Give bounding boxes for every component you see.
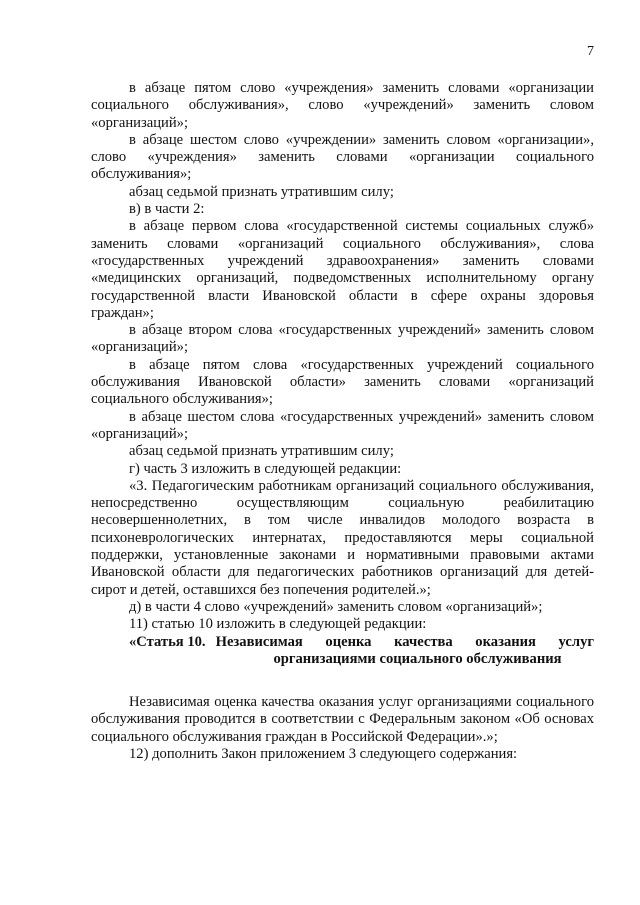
paragraph: Независимая оценка качества оказания услуг организациями социального обслуживания проводится в соответствии с Федеральным законом «Об основах социального обслуживания граждан в Российской Федерации».»; [91, 694, 594, 745]
paragraph: 12) дополнить Закон приложением 3 следующего содержания: [129, 745, 518, 762]
paragraph: в абзаце первом слова «государственной системы социальных служб» заменить словами «организаций социального обслуживания», слова «государственных учреждений здравоохранения» заменить словами «медицинских организаций, подведомственных исполнительному органу государственной власти Ивановской области в сфере охраны здоровья граждан»; [91, 218, 594, 321]
paragraph: в абзаце шестом слово «учреждении» заменить словом «организации», слово «учреждения» заменить словами «организации социального обслуживания»; [91, 131, 594, 183]
paragraph: в абзаце втором слова «государственных учреждений» заменить словом «организаций»; [91, 322, 594, 356]
paragraph: 11) статью 10 изложить в следующей редакции: [129, 616, 427, 633]
spacer [91, 668, 594, 694]
paragraph: абзац седьмой признать утратившим силу; [129, 443, 394, 460]
document-body [91, 80, 594, 763]
paragraph: д) в части 4 слово «учреждений» заменить словом «организаций»; [129, 598, 543, 615]
paragraph: в абзаце пятом слово «учреждения» заменить словами «организации социального обслуживания», слово «учреждений» заменить словом «организаций»; [91, 80, 594, 131]
paragraph: г) часть 3 изложить в следующей редакции: [129, 460, 402, 477]
article-title-line1: Независимая оценка качества оказания услуг [215, 633, 594, 650]
page-number: 7 [587, 44, 594, 59]
paragraph: «3. Педагогическим работникам организаций социального обслуживания, непосредственно осуществляющим социальную реабилитацию несовершеннолетних, в том числе инвалидов молодого возраста в психоневрологических интернатах, предоставляются меры социальной поддержки, установленные законами и нормативными правовыми актами Ивановской области для педагогических работников организаций для детей-сирот и детей, оставшихся без попечения родителей.»; [91, 477, 594, 598]
paragraph: в абзаце шестом слова «государственных учреждений» заменить словом «организаций»; [91, 408, 594, 442]
article-title-line2: организациями социального обслуживания [273, 650, 562, 667]
article-label: «Статья 10. [129, 633, 206, 650]
paragraph: абзац седьмой признать утратившим силу; [129, 183, 394, 200]
article-heading [91, 634, 594, 651]
paragraph: в) в части 2: [129, 201, 205, 218]
paragraph: в абзаце пятом слова «государственных учреждений социального обслуживания Ивановской области» заменить словами «организаций социального обслуживания»; [91, 356, 594, 408]
